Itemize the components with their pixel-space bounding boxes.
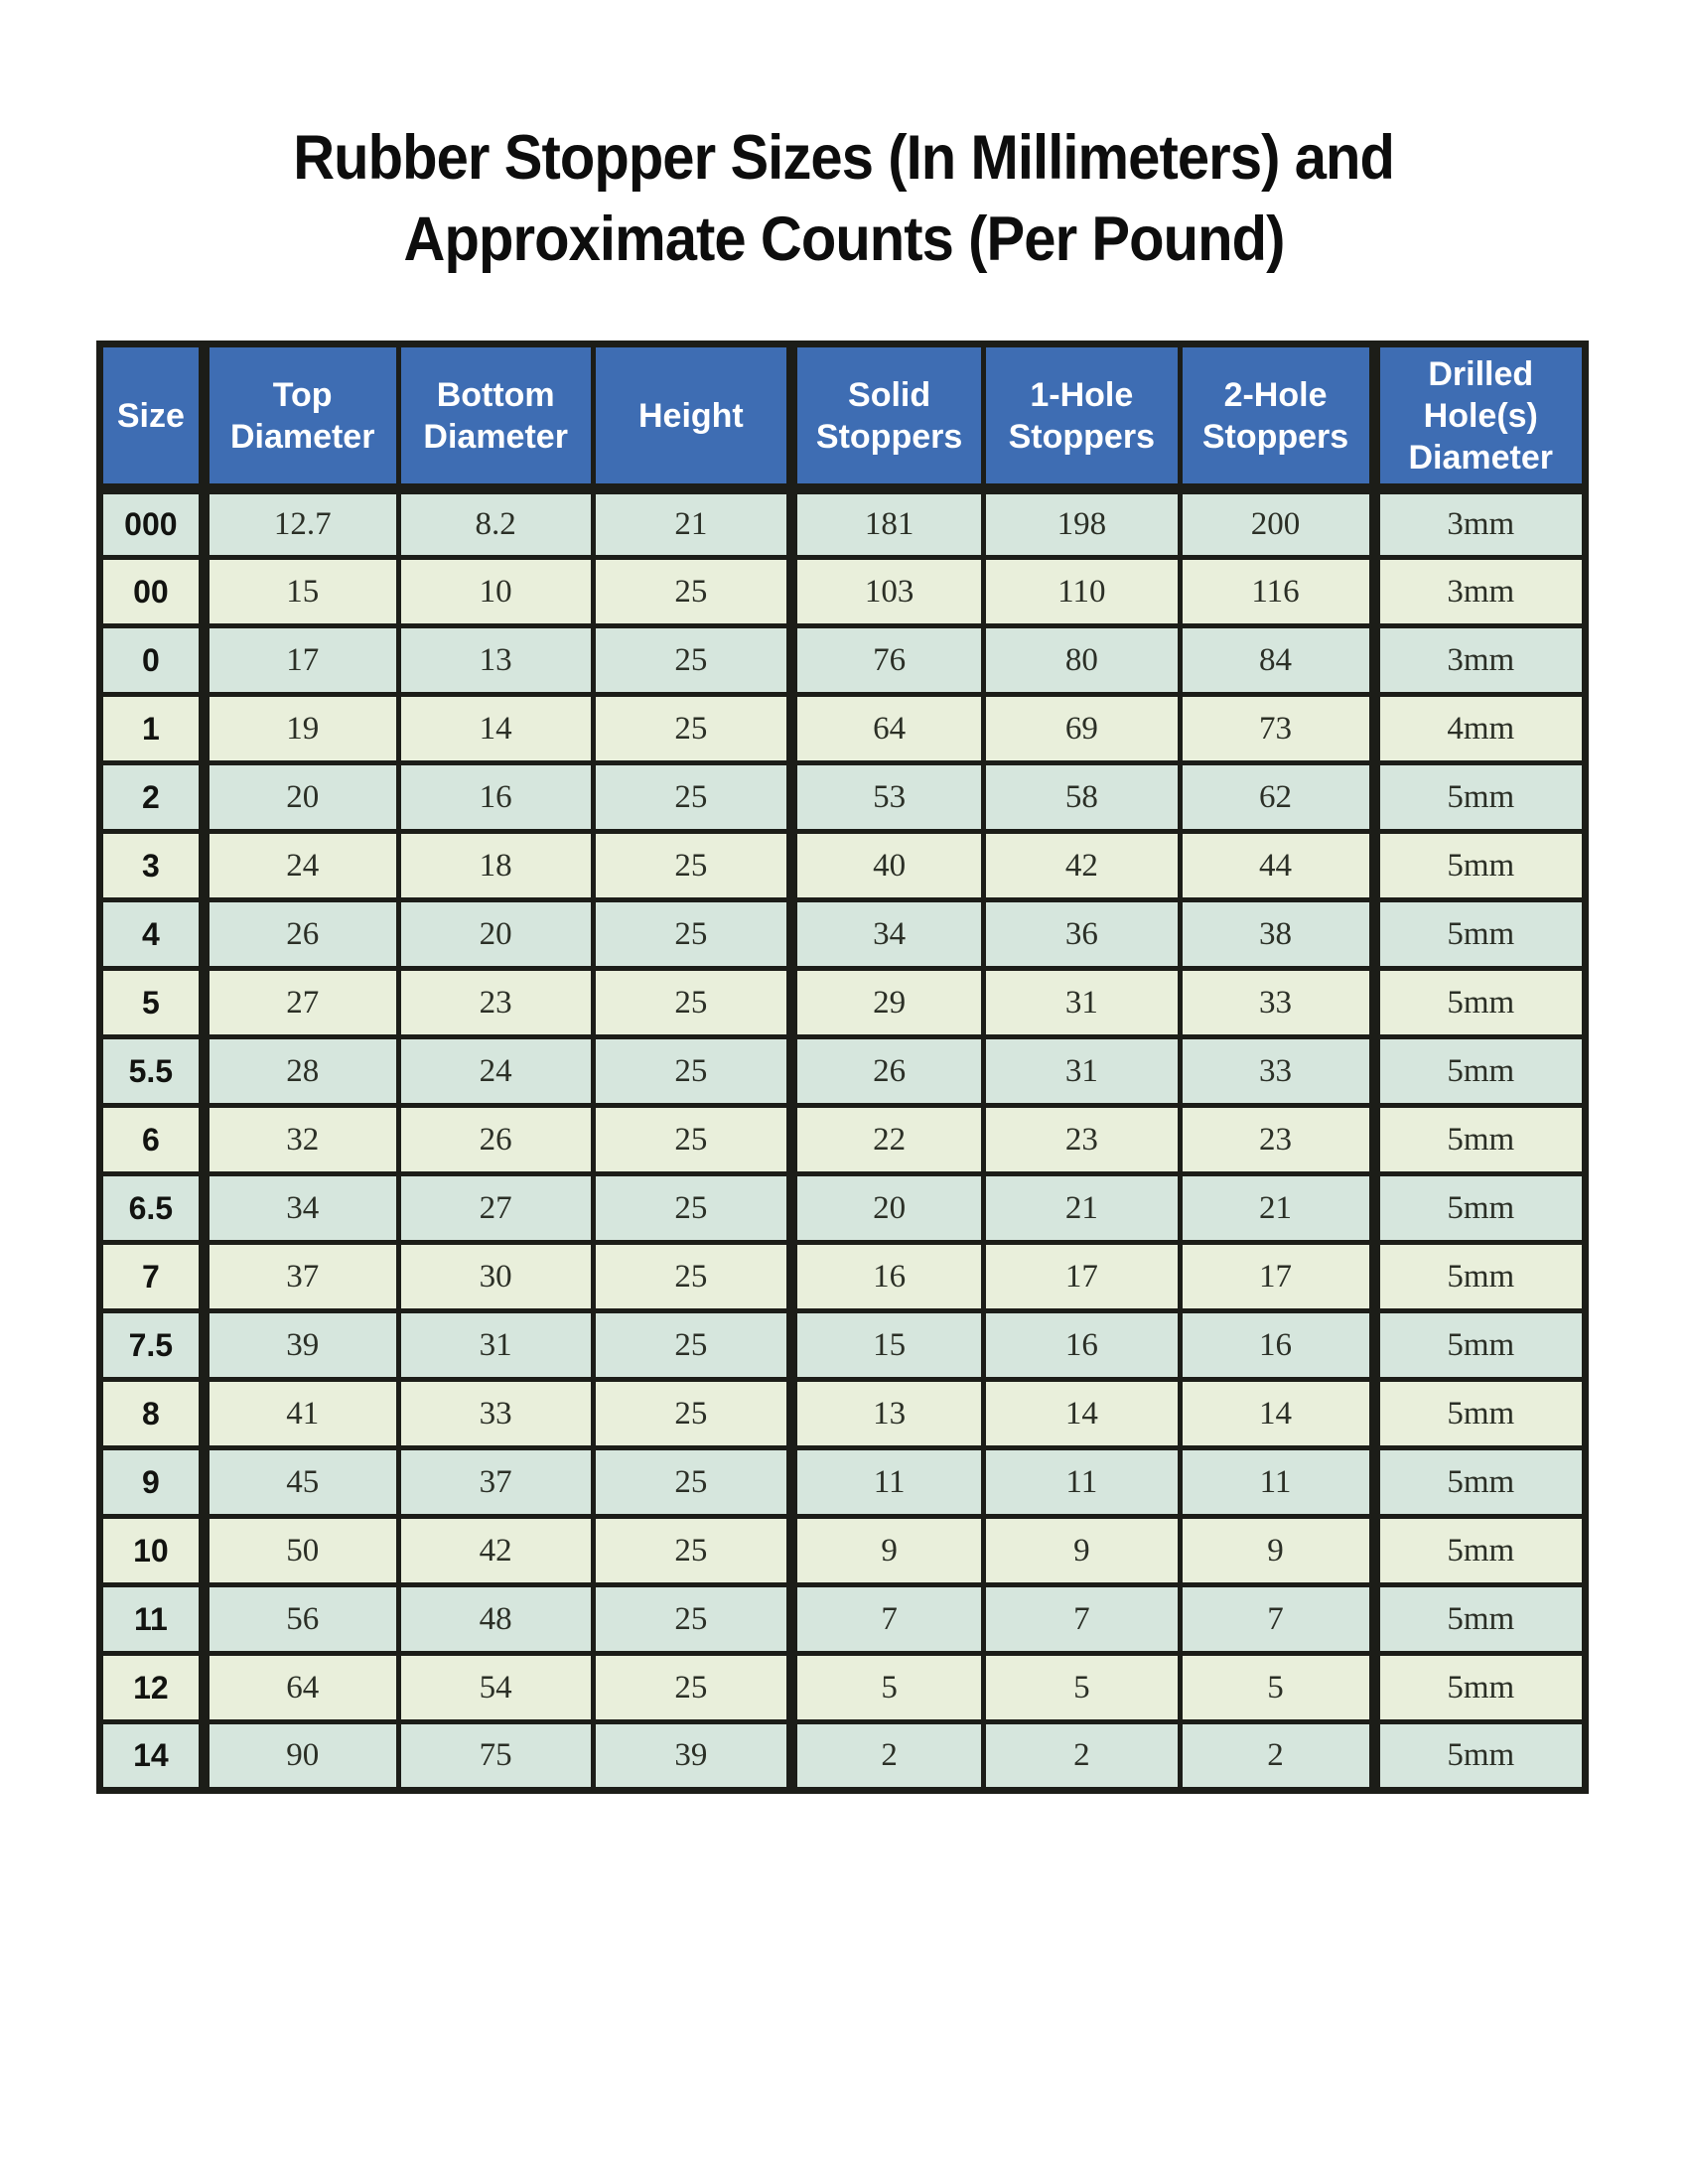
cell-drilled-holes-diameter: 5mm xyxy=(1374,969,1585,1037)
cell-two-hole-stoppers: 33 xyxy=(1180,1037,1374,1106)
cell-bottom-diameter: 26 xyxy=(398,1106,593,1174)
cell-drilled-holes-diameter: 5mm xyxy=(1374,1448,1585,1517)
table-header-row xyxy=(100,344,1586,489)
cell-two-hole-stoppers: 5 xyxy=(1180,1654,1374,1722)
cell-top-diameter: 45 xyxy=(204,1448,398,1517)
table-row-size-0 xyxy=(100,626,1586,695)
cell-size: 9 xyxy=(100,1448,205,1517)
table-row-size-6 xyxy=(100,1106,1586,1174)
table-row-size-1 xyxy=(100,695,1586,763)
cell-one-hole-stoppers: 36 xyxy=(984,900,1180,969)
cell-drilled-holes-diameter: 5mm xyxy=(1374,1106,1585,1174)
table-row-size-11 xyxy=(100,1585,1586,1654)
table-row-size-5 xyxy=(100,969,1586,1037)
cell-one-hole-stoppers: 69 xyxy=(984,695,1180,763)
table-row-size-14 xyxy=(100,1722,1586,1791)
cell-size: 2 xyxy=(100,763,205,832)
table-row-size-4 xyxy=(100,900,1586,969)
cell-solid-stoppers: 53 xyxy=(792,763,984,832)
cell-size: 11 xyxy=(100,1585,205,1654)
cell-two-hole-stoppers: 38 xyxy=(1180,900,1374,969)
cell-solid-stoppers: 181 xyxy=(792,489,984,558)
cell-top-diameter: 19 xyxy=(204,695,398,763)
cell-drilled-holes-diameter: 5mm xyxy=(1374,1380,1585,1448)
cell-height: 25 xyxy=(593,1243,791,1311)
cell-top-diameter: 56 xyxy=(204,1585,398,1654)
cell-two-hole-stoppers: 16 xyxy=(1180,1311,1374,1380)
cell-height: 25 xyxy=(593,695,791,763)
table-row-size-00 xyxy=(100,558,1586,626)
cell-one-hole-stoppers: 9 xyxy=(984,1517,1180,1585)
cell-one-hole-stoppers: 110 xyxy=(984,558,1180,626)
cell-height: 25 xyxy=(593,1037,791,1106)
cell-top-diameter: 17 xyxy=(204,626,398,695)
cell-size: 10 xyxy=(100,1517,205,1585)
cell-top-diameter: 34 xyxy=(204,1174,398,1243)
cell-height: 25 xyxy=(593,832,791,900)
cell-bottom-diameter: 33 xyxy=(398,1380,593,1448)
cell-two-hole-stoppers: 7 xyxy=(1180,1585,1374,1654)
cell-solid-stoppers: 64 xyxy=(792,695,984,763)
cell-solid-stoppers: 11 xyxy=(792,1448,984,1517)
cell-height: 25 xyxy=(593,763,791,832)
cell-size: 0 xyxy=(100,626,205,695)
page-title xyxy=(0,117,1688,280)
cell-top-diameter: 20 xyxy=(204,763,398,832)
table-row-size-7 xyxy=(100,1243,1586,1311)
cell-one-hole-stoppers: 7 xyxy=(984,1585,1180,1654)
column-header-height: Height xyxy=(593,344,791,489)
cell-two-hole-stoppers: 14 xyxy=(1180,1380,1374,1448)
cell-size: 8 xyxy=(100,1380,205,1448)
cell-drilled-holes-diameter: 5mm xyxy=(1374,1517,1585,1585)
cell-two-hole-stoppers: 21 xyxy=(1180,1174,1374,1243)
page-title-line-1: Rubber Stopper Sizes (In Millimeters) and xyxy=(293,123,1395,193)
cell-solid-stoppers: 40 xyxy=(792,832,984,900)
stopper-size-table xyxy=(96,341,1589,1794)
cell-size: 3 xyxy=(100,832,205,900)
cell-size: 000 xyxy=(100,489,205,558)
cell-one-hole-stoppers: 23 xyxy=(984,1106,1180,1174)
table-header xyxy=(100,344,1586,489)
column-header-bottom-diameter: Bottom Diameter xyxy=(398,344,593,489)
cell-height: 25 xyxy=(593,1311,791,1380)
cell-drilled-holes-diameter: 3mm xyxy=(1374,558,1585,626)
cell-one-hole-stoppers: 11 xyxy=(984,1448,1180,1517)
cell-drilled-holes-diameter: 4mm xyxy=(1374,695,1585,763)
cell-bottom-diameter: 75 xyxy=(398,1722,593,1791)
column-header-one-hole-stoppers: 1-Hole Stoppers xyxy=(984,344,1180,489)
cell-height: 25 xyxy=(593,900,791,969)
cell-height: 25 xyxy=(593,1517,791,1585)
cell-height: 25 xyxy=(593,1448,791,1517)
cell-one-hole-stoppers: 80 xyxy=(984,626,1180,695)
cell-height: 25 xyxy=(593,1585,791,1654)
cell-one-hole-stoppers: 5 xyxy=(984,1654,1180,1722)
cell-top-diameter: 32 xyxy=(204,1106,398,1174)
cell-bottom-diameter: 31 xyxy=(398,1311,593,1380)
table-row-size-9 xyxy=(100,1448,1586,1517)
cell-solid-stoppers: 103 xyxy=(792,558,984,626)
cell-top-diameter: 39 xyxy=(204,1311,398,1380)
cell-bottom-diameter: 14 xyxy=(398,695,593,763)
cell-solid-stoppers: 9 xyxy=(792,1517,984,1585)
cell-one-hole-stoppers: 14 xyxy=(984,1380,1180,1448)
cell-drilled-holes-diameter: 5mm xyxy=(1374,900,1585,969)
cell-size: 7 xyxy=(100,1243,205,1311)
cell-one-hole-stoppers: 31 xyxy=(984,969,1180,1037)
table-row-size-000 xyxy=(100,489,1586,558)
cell-two-hole-stoppers: 200 xyxy=(1180,489,1374,558)
cell-top-diameter: 28 xyxy=(204,1037,398,1106)
cell-two-hole-stoppers: 11 xyxy=(1180,1448,1374,1517)
cell-drilled-holes-diameter: 3mm xyxy=(1374,489,1585,558)
cell-two-hole-stoppers: 73 xyxy=(1180,695,1374,763)
cell-one-hole-stoppers: 21 xyxy=(984,1174,1180,1243)
cell-bottom-diameter: 24 xyxy=(398,1037,593,1106)
cell-height: 25 xyxy=(593,626,791,695)
cell-solid-stoppers: 29 xyxy=(792,969,984,1037)
cell-height: 25 xyxy=(593,1174,791,1243)
cell-top-diameter: 15 xyxy=(204,558,398,626)
cell-size: 14 xyxy=(100,1722,205,1791)
cell-drilled-holes-diameter: 5mm xyxy=(1374,1174,1585,1243)
cell-two-hole-stoppers: 62 xyxy=(1180,763,1374,832)
cell-two-hole-stoppers: 33 xyxy=(1180,969,1374,1037)
table-body xyxy=(100,489,1586,1791)
cell-solid-stoppers: 22 xyxy=(792,1106,984,1174)
cell-top-diameter: 27 xyxy=(204,969,398,1037)
table-row-size-6.5 xyxy=(100,1174,1586,1243)
cell-one-hole-stoppers: 198 xyxy=(984,489,1180,558)
cell-solid-stoppers: 26 xyxy=(792,1037,984,1106)
table-row-size-3 xyxy=(100,832,1586,900)
cell-two-hole-stoppers: 84 xyxy=(1180,626,1374,695)
cell-bottom-diameter: 20 xyxy=(398,900,593,969)
column-header-drilled-holes-diameter: Drilled Hole(s) Diameter xyxy=(1374,344,1585,489)
cell-size: 1 xyxy=(100,695,205,763)
cell-solid-stoppers: 2 xyxy=(792,1722,984,1791)
cell-bottom-diameter: 16 xyxy=(398,763,593,832)
cell-size: 6.5 xyxy=(100,1174,205,1243)
cell-one-hole-stoppers: 17 xyxy=(984,1243,1180,1311)
cell-top-diameter: 24 xyxy=(204,832,398,900)
cell-drilled-holes-diameter: 5mm xyxy=(1374,832,1585,900)
table-row-size-7.5 xyxy=(100,1311,1586,1380)
cell-solid-stoppers: 76 xyxy=(792,626,984,695)
cell-two-hole-stoppers: 2 xyxy=(1180,1722,1374,1791)
cell-drilled-holes-diameter: 5mm xyxy=(1374,1311,1585,1380)
cell-bottom-diameter: 48 xyxy=(398,1585,593,1654)
table-row-size-8 xyxy=(100,1380,1586,1448)
cell-height: 25 xyxy=(593,969,791,1037)
cell-height: 25 xyxy=(593,1654,791,1722)
cell-solid-stoppers: 5 xyxy=(792,1654,984,1722)
cell-bottom-diameter: 18 xyxy=(398,832,593,900)
cell-height: 39 xyxy=(593,1722,791,1791)
cell-solid-stoppers: 20 xyxy=(792,1174,984,1243)
cell-height: 25 xyxy=(593,1380,791,1448)
cell-two-hole-stoppers: 116 xyxy=(1180,558,1374,626)
cell-drilled-holes-diameter: 3mm xyxy=(1374,626,1585,695)
cell-drilled-holes-diameter: 5mm xyxy=(1374,1243,1585,1311)
cell-solid-stoppers: 13 xyxy=(792,1380,984,1448)
cell-one-hole-stoppers: 58 xyxy=(984,763,1180,832)
table-row-size-5.5 xyxy=(100,1037,1586,1106)
cell-height: 25 xyxy=(593,1106,791,1174)
cell-bottom-diameter: 54 xyxy=(398,1654,593,1722)
cell-bottom-diameter: 10 xyxy=(398,558,593,626)
cell-solid-stoppers: 34 xyxy=(792,900,984,969)
cell-bottom-diameter: 8.2 xyxy=(398,489,593,558)
cell-size: 5 xyxy=(100,969,205,1037)
cell-solid-stoppers: 16 xyxy=(792,1243,984,1311)
cell-drilled-holes-diameter: 5mm xyxy=(1374,763,1585,832)
cell-two-hole-stoppers: 23 xyxy=(1180,1106,1374,1174)
column-header-two-hole-stoppers: 2-Hole Stoppers xyxy=(1180,344,1374,489)
cell-height: 25 xyxy=(593,558,791,626)
cell-height: 21 xyxy=(593,489,791,558)
cell-size: 12 xyxy=(100,1654,205,1722)
page-title-line-2: Approximate Counts (Per Pound) xyxy=(403,205,1285,274)
cell-size: 7.5 xyxy=(100,1311,205,1380)
cell-one-hole-stoppers: 2 xyxy=(984,1722,1180,1791)
cell-size: 6 xyxy=(100,1106,205,1174)
cell-two-hole-stoppers: 17 xyxy=(1180,1243,1374,1311)
cell-size: 00 xyxy=(100,558,205,626)
cell-bottom-diameter: 23 xyxy=(398,969,593,1037)
cell-top-diameter: 64 xyxy=(204,1654,398,1722)
column-header-top-diameter: Top Diameter xyxy=(204,344,398,489)
cell-size: 4 xyxy=(100,900,205,969)
cell-bottom-diameter: 30 xyxy=(398,1243,593,1311)
cell-two-hole-stoppers: 44 xyxy=(1180,832,1374,900)
cell-top-diameter: 37 xyxy=(204,1243,398,1311)
cell-bottom-diameter: 13 xyxy=(398,626,593,695)
cell-top-diameter: 90 xyxy=(204,1722,398,1791)
cell-drilled-holes-diameter: 5mm xyxy=(1374,1654,1585,1722)
cell-bottom-diameter: 37 xyxy=(398,1448,593,1517)
column-header-size: Size xyxy=(100,344,205,489)
cell-solid-stoppers: 15 xyxy=(792,1311,984,1380)
cell-one-hole-stoppers: 31 xyxy=(984,1037,1180,1106)
cell-drilled-holes-diameter: 5mm xyxy=(1374,1585,1585,1654)
cell-drilled-holes-diameter: 5mm xyxy=(1374,1722,1585,1791)
cell-top-diameter: 50 xyxy=(204,1517,398,1585)
cell-bottom-diameter: 42 xyxy=(398,1517,593,1585)
column-header-solid-stoppers: Solid Stoppers xyxy=(792,344,984,489)
cell-drilled-holes-diameter: 5mm xyxy=(1374,1037,1585,1106)
cell-solid-stoppers: 7 xyxy=(792,1585,984,1654)
cell-size: 5.5 xyxy=(100,1037,205,1106)
cell-one-hole-stoppers: 16 xyxy=(984,1311,1180,1380)
table-row-size-10 xyxy=(100,1517,1586,1585)
table-row-size-2 xyxy=(100,763,1586,832)
table-row-size-12 xyxy=(100,1654,1586,1722)
cell-bottom-diameter: 27 xyxy=(398,1174,593,1243)
cell-two-hole-stoppers: 9 xyxy=(1180,1517,1374,1585)
cell-top-diameter: 12.7 xyxy=(204,489,398,558)
cell-top-diameter: 26 xyxy=(204,900,398,969)
cell-one-hole-stoppers: 42 xyxy=(984,832,1180,900)
cell-top-diameter: 41 xyxy=(204,1380,398,1448)
